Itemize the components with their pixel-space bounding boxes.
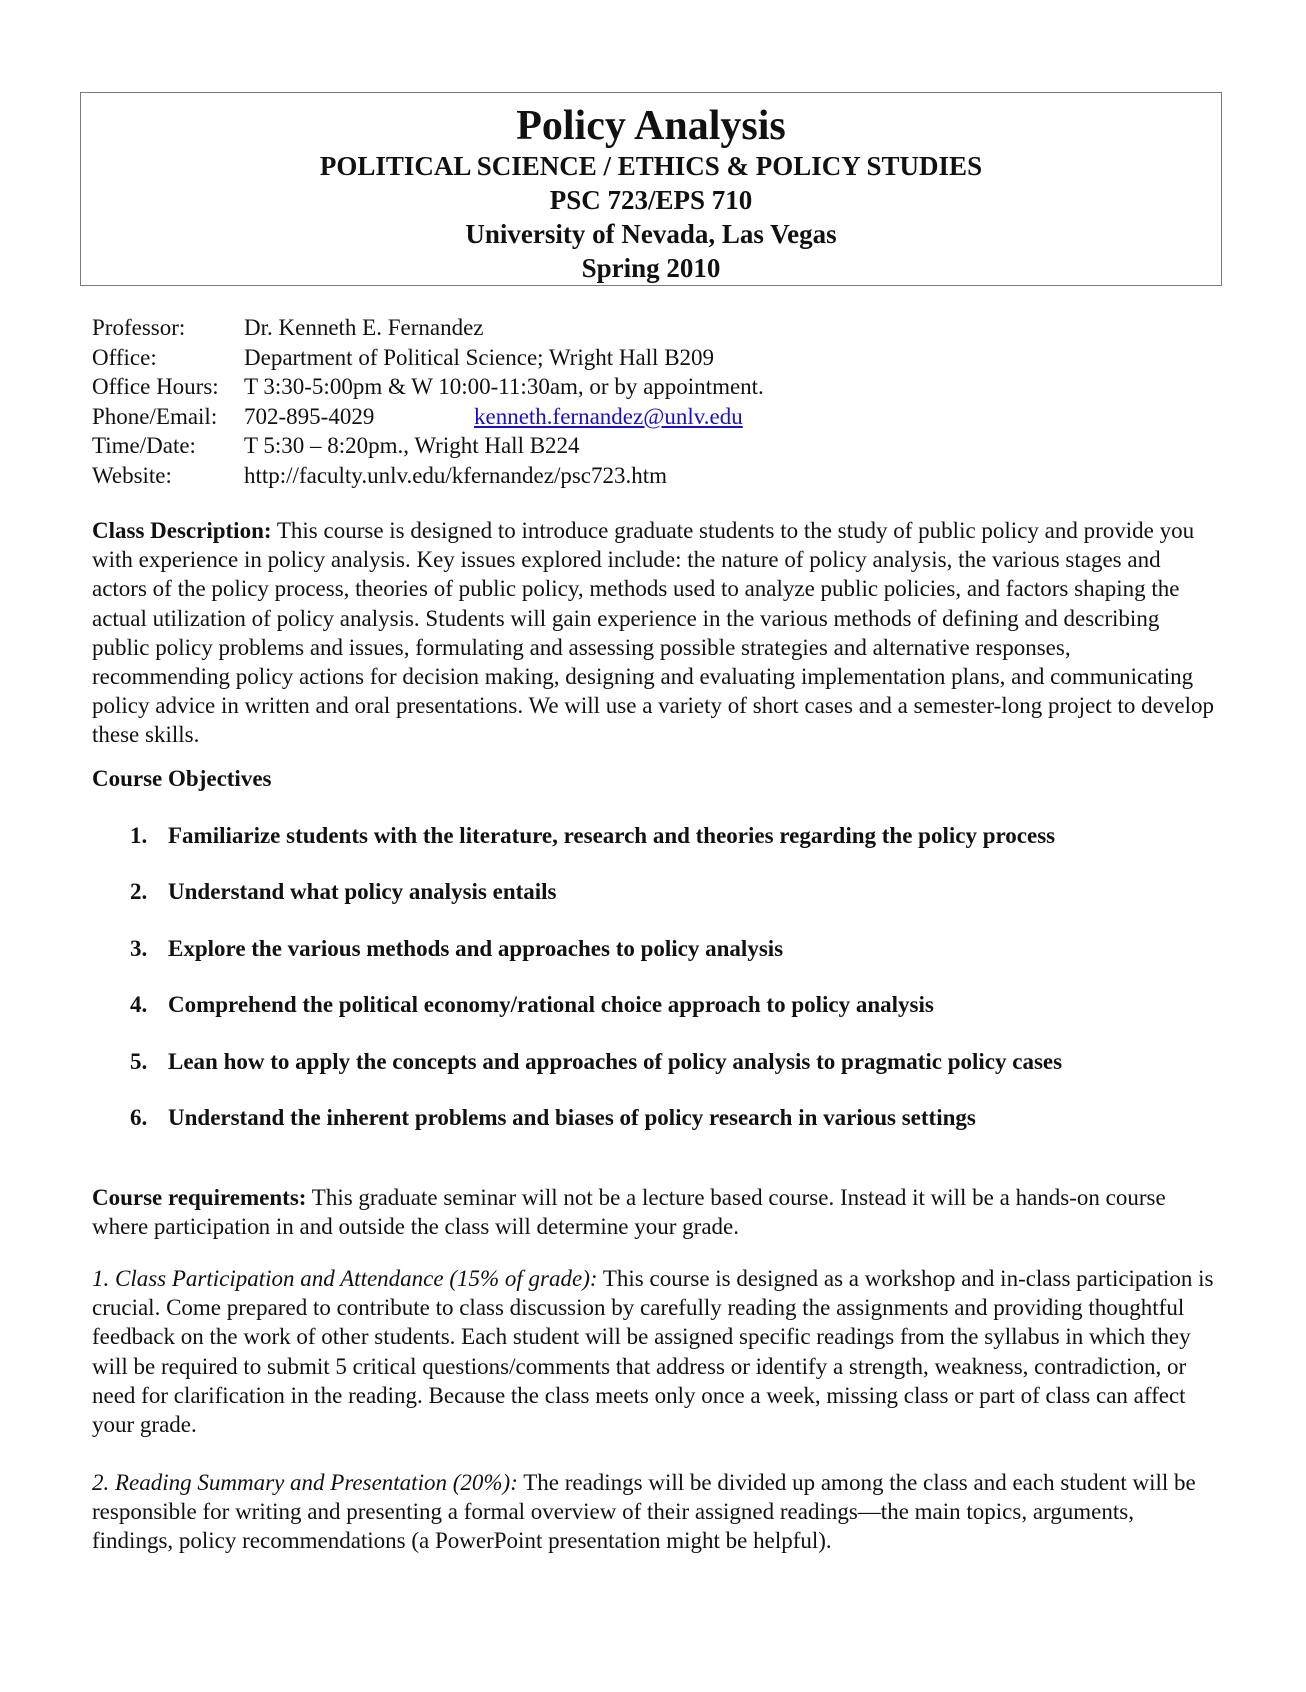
participation-section [92,1264,1214,1439]
reading-summary-label: 2. Reading Summary and Presentation (20%): [92,1470,518,1495]
email-link[interactable]: kenneth.fernandez@unlv.edu [474,403,743,429]
website-url: http://faculty.unlv.edu/kfernandez/psc723.htm [244,462,668,488]
class-description-label: Class Description: [92,518,272,543]
objective-number: 2. [130,879,148,904]
department-line: POLITICAL SCIENCE / ETHICS & POLICY STUDIES [319,151,983,181]
participation-label: 1. Class Participation and Attendance (15% of grade): [92,1266,598,1291]
participation-text: This course is designed as a workshop and in-class participation is crucial. Come prepared to contribute to class discussion by carefully reading the assignments and providing thoughtful feedback on the work of other students. Each student will be assigned specific readings from the syllabus in which they will be required to submit 5 critical questions/comments that address or identify a strength, weakness, contradiction, or need for clarification in the reading. Because the class meets only once a week, missing class or part of class can affect your grade. [92,1266,1214,1438]
professor-label: Professor: [92,315,186,340]
objectives-heading: Course Objectives [92,766,272,791]
university-name: University of Nevada, Las Vegas [465,219,837,249]
office-location: Department of Political Science; Wright Hall B209 [244,344,715,370]
objective-item [130,823,1055,849]
objective-number: 3. [130,936,148,961]
objective-text: Understand what policy analysis entails [168,879,557,904]
office-label: Office: [92,344,157,370]
office-hours: T 3:30-5:00pm & W 10:00-11:30am, or by appointment. [244,374,764,400]
phone-number: 702-895-4029 [244,403,375,429]
class-description-text: This course is designed to introduce graduate students to the study of public policy and provide you with experience in policy analysis. Key issues explored include: the nature of policy analysis, the various stages and actors of the policy process, theories of public policy, methods used to analyze public policies, and factors shaping the actual utilization of policy analysis. Students will gain experience in the various methods of defining and describing public policy problems and issues, formulating and assessing possible strategies and alternative responses, recommending policy actions for decision making, designing and evaluating implementation plans, and communicating policy advice in written and oral presentations. We will use a variety of short cases and a semester-long project to develop these skills. [92,518,1214,748]
objective-number: 6. [130,1105,148,1130]
professor-name: Dr. Kenneth E. Fernandez [244,315,484,340]
website-label: Website: [92,462,172,488]
objective-item [130,992,934,1018]
term: Spring 2010 [581,253,721,283]
objective-item [130,1049,1062,1075]
objective-text: Familiarize students with the literature, research and theories regarding the policy process [168,823,1056,848]
objective-number: 5. [130,1049,148,1074]
class-description [92,516,1214,750]
objective-item [130,879,557,905]
title-box [80,92,1222,286]
objective-item [130,936,783,962]
time-label: Time/Date: [92,433,196,459]
course-title: Policy Analysis [516,103,786,149]
objective-text: Lean how to apply the concepts and approaches of policy analysis to pragmatic policy cases [168,1049,1063,1074]
course-requirements-label: Course requirements: [92,1185,307,1210]
class-time: T 5:30 – 8:20pm., Wright Hall B224 [244,433,580,459]
reading-summary-text: The readings will be divided up among the class and each student will be responsible for writing and presenting a formal overview of their assigned readings—the main topics, arguments, findings, policy recommendations (a PowerPoint presentation might be helpful). [92,1470,1196,1554]
objective-text: Understand the inherent problems and biases of policy research in various settings [168,1105,976,1130]
course-requirements-text: This graduate seminar will not be a lecture based course. Instead it will be a hands-on course where participation in and outside the class will determine your grade. [92,1185,1166,1240]
objective-number: 4. [130,992,148,1017]
objective-item [130,1105,976,1131]
objective-text: Explore the various methods and approaches to policy analysis [168,936,784,961]
contact-label: Phone/Email: [92,403,218,429]
office-hours-label: Office Hours: [92,374,219,400]
course-requirements [92,1183,1214,1241]
objective-text: Comprehend the political economy/rational choice approach to policy analysis [168,992,934,1017]
course-code: PSC 723/EPS 710 [549,185,753,215]
objective-number: 1. [130,823,148,848]
reading-summary-section [92,1468,1214,1556]
